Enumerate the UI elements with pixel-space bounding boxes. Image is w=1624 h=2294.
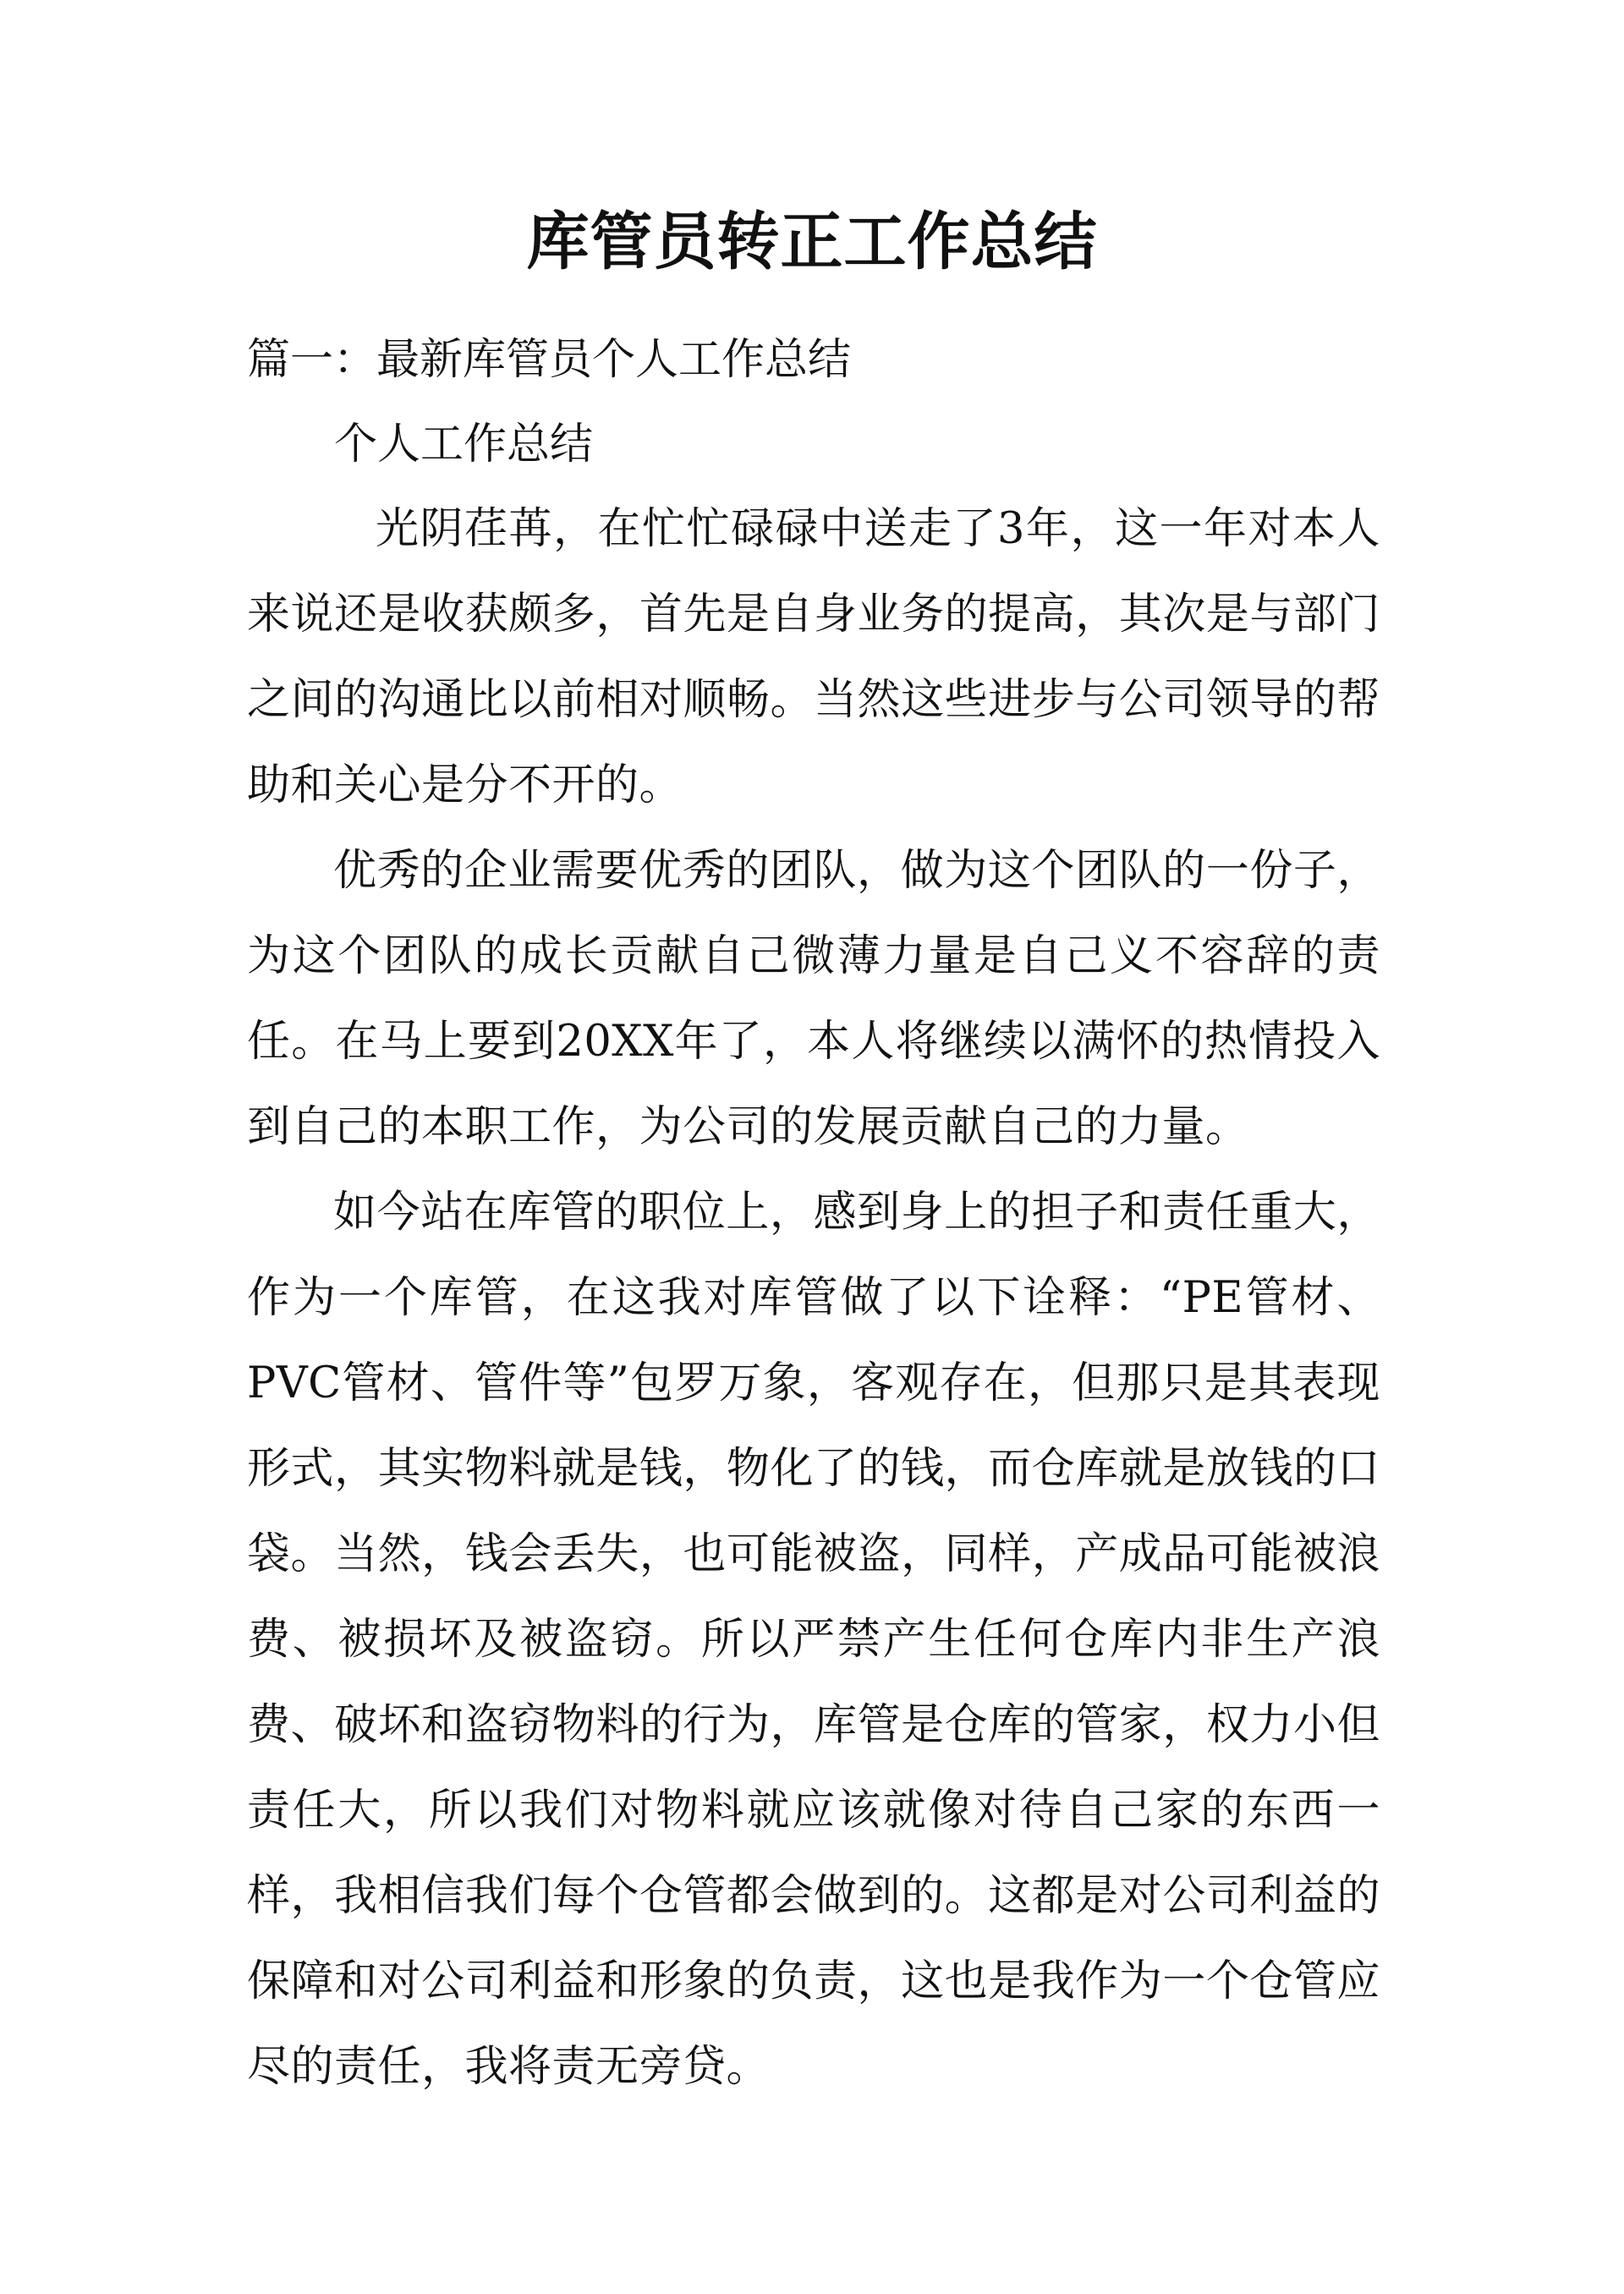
section-heading: 篇一：最新库管员个人工作总结 <box>247 335 852 385</box>
document-title: 库管员转正工作总结 <box>526 206 1098 278</box>
paragraph-3: 如今站在库管的职位上，感到身上的担子和责任重大，作为一个库管，在这我对库管做了以下诠释：“PE管材、PVC管材、管件等”包罗万象，客观存在，但那只是其表现形式，其实物料就是钱，物化了的钱，而仓库就是放钱的口袋。当然，钱会丢失，也可能被盗，同样，产成品可能被浪费、被损坏及被盗窃。所以严禁产生任何仓库内非生产浪费、破坏和盗窃物料的行为，库管是仓库的管家，权力小但责任大，所以我们对物料就应该就像对待自己家的东西一样，我相信我们每个仓管都会做到的。这都是对公司利益的保障和对公司利益和形象的负责，这也是我作为一个仓管应尽的责任，我将责无旁贷。 <box>247 1188 1380 2092</box>
subheading: 个人工作总结 <box>334 420 594 469</box>
paragraph-2: 优秀的企业需要优秀的团队，做为这个团队的一份子，为这个团队的成长贡献自己微薄力量是自己义不容辞的责任。在马上要到20XX年了，本人将继续以满怀的热情投入到自己的本职工作，为公司的发展贡献自己的力量。 <box>247 846 1380 1152</box>
paragraph-1: 光阴荏苒，在忙忙碌碌中送走了3年，这一年对本人来说还是收获颇多，首先是自身业务的提高，其次是与部门之间的沟通比以前相对顺畅。当然这些进步与公司领导的帮助和关心是分不开的。 <box>247 504 1380 810</box>
